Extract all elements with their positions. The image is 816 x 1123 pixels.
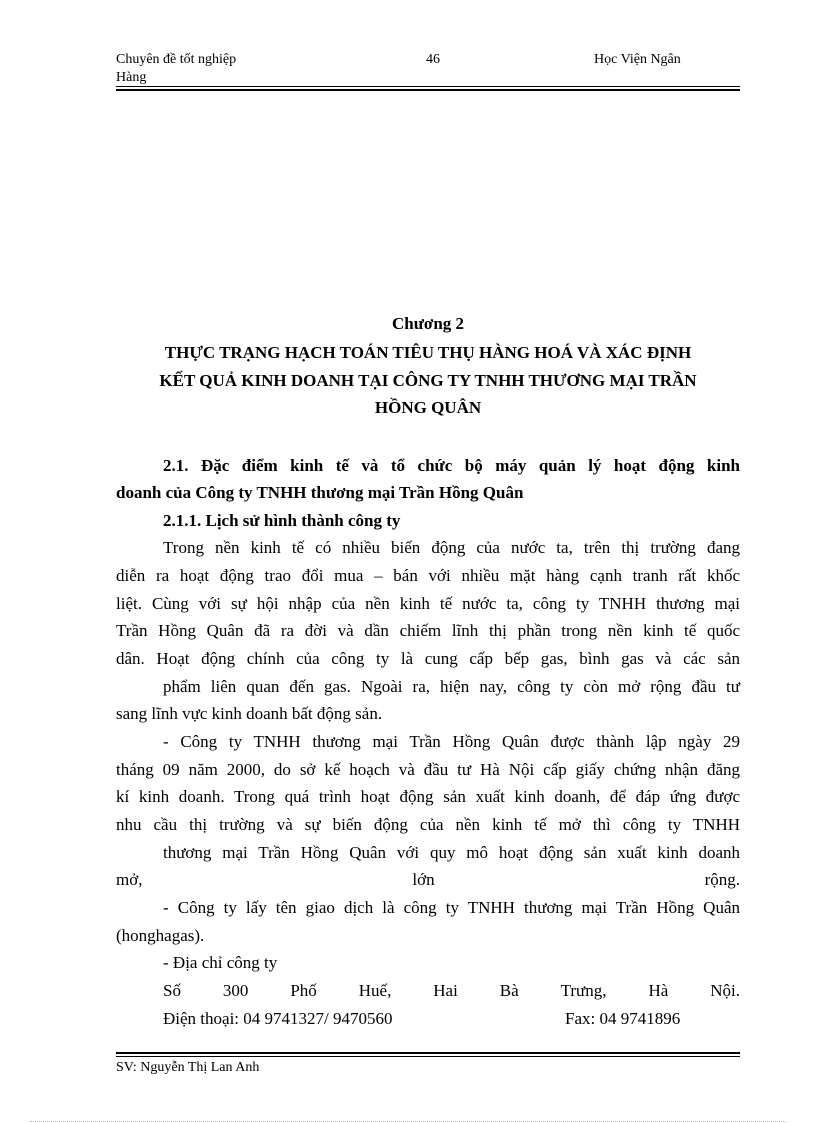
header-left-continued: Hàng <box>116 70 147 85</box>
footer-rule-thick <box>116 1052 740 1054</box>
chapter-title-line-2: KẾT QUẢ KINH DOANH TẠI CÔNG TY TNHH THƯƠNG MẠI TRẦN <box>159 371 697 390</box>
footer-rule-thin <box>116 1056 740 1057</box>
section-heading-line-2: doanh của Công ty TNHH thương mại Trần Hồng Quân <box>116 483 524 502</box>
paragraph-line: nhu cầu thị trường và sự biến động của nền kinh tế mở thì công ty TNHH <box>116 815 740 834</box>
header-rule-thick <box>116 89 740 91</box>
paragraph-line: - Công ty lấy tên giao dịch là công ty TNHH thương mại Trần Hồng Quân <box>163 898 740 917</box>
address-word: Trưng, <box>560 981 607 1000</box>
paragraph-line: dân. Hoạt động chính của công ty là cung cấp bếp gas, bình gas và các sản <box>116 649 740 668</box>
address-word: Nội. <box>710 981 740 1000</box>
address-word: Bà <box>499 981 519 1000</box>
word: rộng. <box>704 870 740 889</box>
paragraph-line: phẩm liên quan đến gas. Ngoài ra, hiện nay, công ty còn mở rộng đầu tư <box>163 677 740 696</box>
footer-student-name: SV: Nguyễn Thị Lan Anh <box>116 1060 260 1075</box>
address-word: Hai <box>433 981 458 1000</box>
address-label: - Địa chỉ công ty <box>163 953 278 972</box>
address-line <box>163 981 740 1001</box>
header-page-number: 46 <box>426 52 440 67</box>
chapter-label: Chương 2 <box>391 314 465 333</box>
section-heading-line-1: 2.1. Đặc điểm kinh tế và tổ chức bộ máy quản lý hoạt động kinh <box>163 456 740 475</box>
paragraph-line: thương mại Trần Hồng Quân với quy mô hoạt động sản xuất kinh doanh <box>163 843 740 862</box>
header-left: Chuyên đề tốt nghiệp <box>116 52 237 67</box>
paragraph-line: liệt. Cùng với sự hội nhập của nền kinh tế nước ta, công ty TNHH thương mại <box>116 594 740 613</box>
chapter-title-line-1: THỰC TRẠNG HẠCH TOÁN TIÊU THỤ HÀNG HOÁ VÀ XÁC ĐỊNH <box>164 343 692 362</box>
subsection-heading: 2.1.1. Lịch sử hình thành công ty <box>163 511 401 530</box>
header-right: Học Viện Ngân <box>594 52 681 67</box>
address-word: Số <box>163 981 181 1000</box>
address-word: Phố <box>290 981 317 1000</box>
paragraph-line: tháng 09 năm 2000, do sở kế hoạch và đầu tư Hà Nội cấp giấy chứng nhận đăng <box>116 760 740 779</box>
address-word: Hà <box>648 981 669 1000</box>
paragraph-line: (honghagas). <box>116 926 205 945</box>
page-bottom-edge <box>30 1121 786 1122</box>
paragraph-line: - Công ty TNHH thương mại Trần Hồng Quân được thành lập ngày 29 <box>163 732 740 751</box>
word: mở, <box>116 870 143 889</box>
address-word: Huế, <box>358 981 392 1000</box>
paragraph-line: kí kinh doanh. Trong quá trình hoạt động sản xuất kinh doanh, để đáp ứng được <box>116 787 740 806</box>
header-rule-thin <box>116 86 740 87</box>
paragraph-line: diễn ra hoạt động trao đổi mua – bán với nhiều mặt hàng cạnh tranh rất khốc <box>116 566 740 585</box>
phone-number: Điện thoại: 04 9741327/ 9470560 <box>163 1009 393 1028</box>
paragraph-line-spread <box>116 870 740 890</box>
address-word: 300 <box>222 981 249 1000</box>
paragraph-line: Trong nền kinh tế có nhiều biến động của nước ta, trên thị trường đang <box>163 538 740 557</box>
fax-number: Fax: 04 9741896 <box>565 1009 681 1028</box>
paragraph-line: sang lĩnh vực kinh doanh bất động sản. <box>116 704 383 723</box>
paragraph-line: Trần Hồng Quân đã ra đời và dần chiếm lĩnh thị phần trong nền kinh tế quốc <box>116 621 740 640</box>
word: lớn <box>412 870 435 889</box>
chapter-title-line-3: HỒNG QUÂN <box>374 398 482 417</box>
